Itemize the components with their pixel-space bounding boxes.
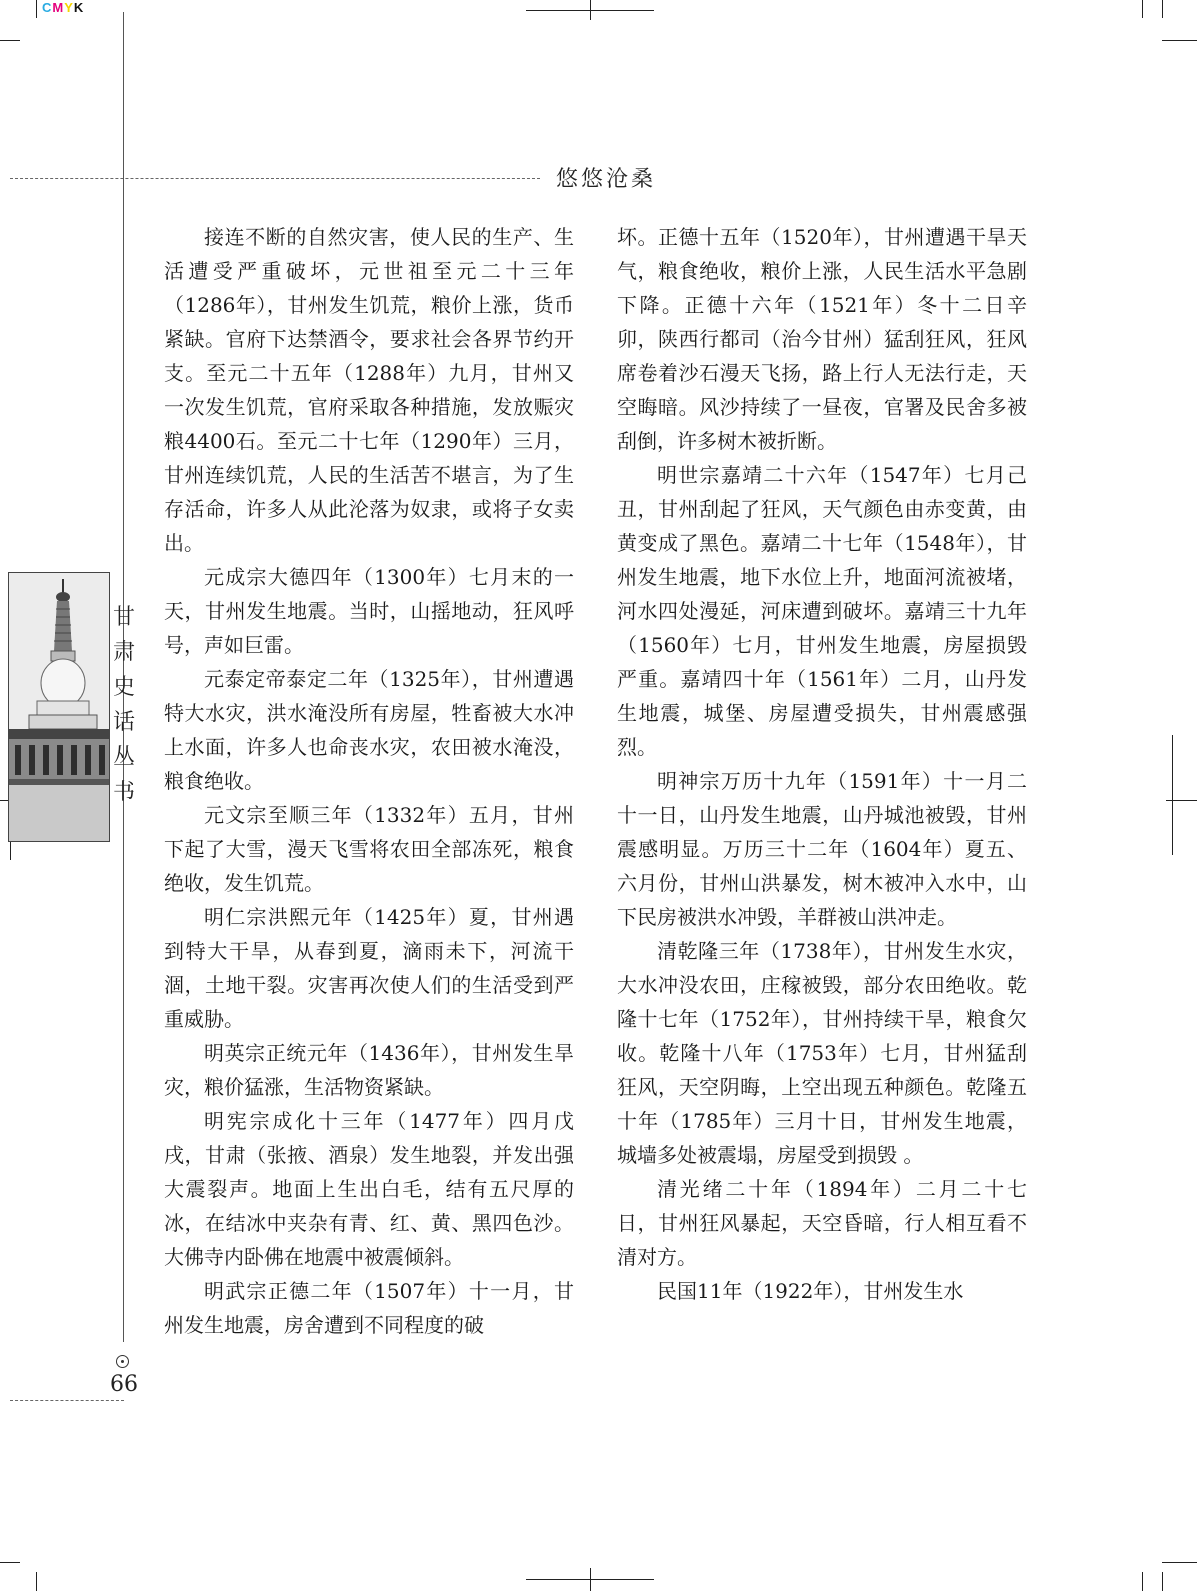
crop-mark [1162,0,1163,18]
crop-mark [1142,0,1143,18]
right-text-column [617,220,1027,1308]
paragraph: 接连不断的自然灾害，使人民的生产、生活遭受严重破坏，元世祖至元二十三年（1286年），甘州发生饥荒，粮价上涨，货币紧缺。官府下达禁酒令，要求社会各界节约开支。至元二十五年（1288年）九月，甘州又一次发生饥荒，官府采取各种措施，发放赈灾粮4400石。至元二十七年（1290年）三月，甘州连续饥荒，人民的生活苦不堪言，为了生存活命，许多人从此沦落为奴隶，或将子女卖出。 [164,225,574,555]
cmyk-m: M [52,0,65,15]
paragraph: 明英宗正统元年（1436年），甘州发生旱灾，粮价猛涨，生活物资紧缺。 [164,1041,574,1099]
crop-mark [1162,1562,1197,1563]
registration-mark [1172,735,1173,855]
crop-mark [1142,1572,1143,1591]
page-number: 66 [110,1372,138,1397]
crop-mark [36,1572,37,1591]
paragraph: 清光绪二十年（1894年）二月二十七日，甘州狂风暴起，天空昏暗，行人相互看不清对方。 [617,1177,1027,1269]
paragraph: 元泰定帝泰定二年（1325年），甘州遭遇特大水灾，洪水淹没所有房屋，牲畜被大水冲上水面，许多人也命丧水灾，农田被水淹没，粮食绝收。 [164,667,574,793]
paragraph-continuation: 坏。正德十五年（1520年），甘州遭遇干旱天气，粮食绝收，粮价上涨，人民生活水平急剧下降。正德十六年（1521年）冬十二日辛卯，陕西行都司（治今甘州）猛刮狂风，狂风席卷着沙石漫天飞扬，路上行人无法行走，天空晦暗。风沙持续了一昼夜，官署及民舍多被刮倒，许多树木被折断。 [617,225,1027,453]
paragraph: 明武宗正德二年（1507年）十一月，甘州发生地震，房舍遭到不同程度的破 [164,1279,574,1337]
paragraph: 明仁宗洪熙元年（1425年）夏，甘州遇到特大干旱，从春到夏，滴雨未下，河流干涸，土地干裂。灾害再次使人们的生活受到严重威胁。 [164,905,574,1031]
registration-mark [1166,800,1197,801]
series-title-char: 史 [112,675,135,700]
crop-mark [1162,40,1197,41]
cmyk-c: C [42,0,53,15]
series-title-char: 话 [112,710,135,735]
paragraph: 明宪宗成化十三年（1477年）四月戊戌，甘肃（张掖、酒泉）发生地裂，并发出强大震裂声。地面上生出白毛，结有五尺厚的冰，在结冰中夹杂有青、红、黄、黑四色沙。大佛寺内卧佛在地震中被震倾斜。 [164,1109,574,1269]
pagoda-photo [8,572,110,842]
paragraph: 明神宗万历十九年（1591年）十一月二十一日，山丹发生地震，山丹城池被毁，甘州震感明显。万历三十二年（1604年）夏五、六月份，甘州山洪暴发，树木被冲入水中，山下民房被洪水冲毁，羊群被山洪冲走。 [617,769,1027,929]
left-text-column [164,220,574,1342]
page-ornament-icon [116,1355,129,1368]
cmyk-color-bar [42,0,84,15]
paragraph: 清乾隆三年（1738年），甘州发生水灾，大水冲没农田，庄稼被毁，部分农田绝收。乾隆十七年（1752年），甘州持续干旱，粮食欠收。乾隆十八年（1753年）七月，甘州猛刮狂风，天空阴晦，上空出现五种颜色。乾隆五十年（1785年）三月十日，甘州发生地震，城墙多处被震塌，房屋受到损毁 。 [617,939,1027,1167]
registration-mark [590,0,591,20]
crop-mark [1162,1572,1163,1591]
crop-mark [0,1562,20,1563]
registration-mark [590,1568,591,1591]
series-title-char: 丛 [112,745,135,770]
paragraph: 元文宗至顺三年（1332年）五月，甘州下起了大雪，漫天飞雪将农田全部冻死，粮食绝收，发生饥荒。 [164,803,574,895]
paragraph: 元成宗大德四年（1300年）七月末的一天，甘州发生地震。当时，山摇地动，狂风呼号，声如巨雷。 [164,565,574,657]
crop-mark [0,40,20,41]
cmyk-y: Y [64,0,74,15]
series-title-char: 书 [112,780,135,805]
paragraph: 民国11年（1922年），甘州发生水 [657,1279,964,1303]
series-title-char: 甘 [112,605,135,630]
footer-rule [10,1400,124,1401]
series-title-char: 肃 [112,640,135,665]
series-title-vertical [112,600,136,810]
section-title: 悠悠沧桑 [556,167,657,192]
pagoda-illustration [9,573,109,841]
crop-mark [36,0,37,18]
cmyk-k: K [73,0,85,15]
paragraph: 明世宗嘉靖二十六年（1547年）七月己丑，甘州刮起了狂风，天气颜色由赤变黄，由黄变成了黑色。嘉靖二十七年（1548年），甘州发生地震，地下水位上升，地面河流被堵，河水四处漫延，河床遭到破坏。嘉靖三十九年（1560年）七月，甘州发生地震，房屋损毁严重。嘉靖四十年（1561年）二月，山丹发生地震，城堡、房屋遭受损失，甘州震感强烈。 [617,463,1027,759]
header-rule [10,178,540,179]
